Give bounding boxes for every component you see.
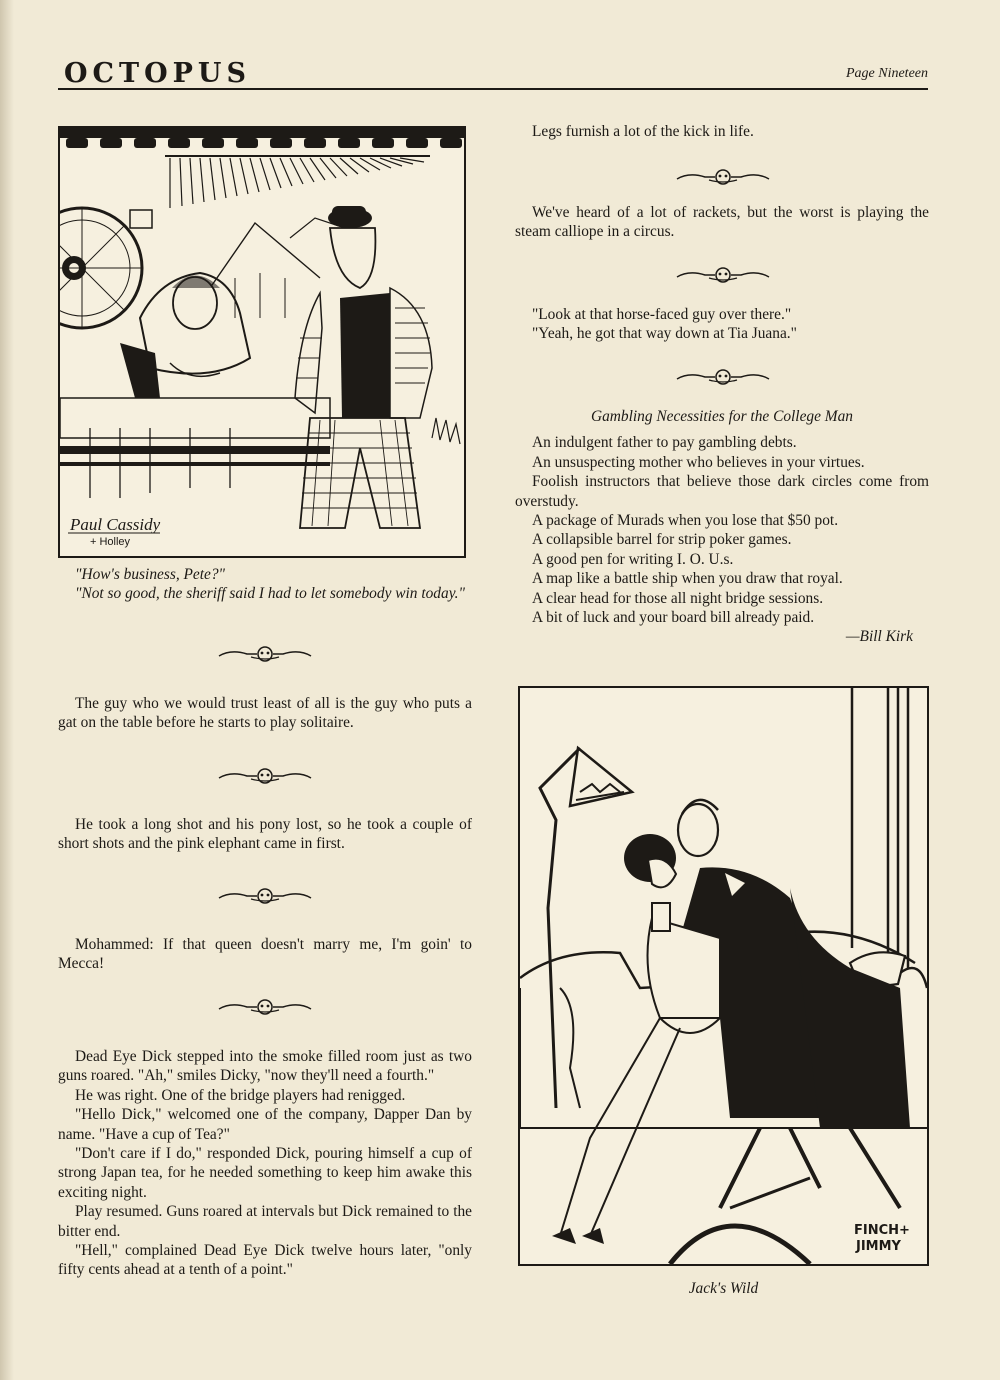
gambling-item: An indulgent father to pay gambling debts. [532, 434, 797, 452]
page-number-label: Page Nineteen [845, 66, 928, 81]
story-paragraph: He was right. One of the bridge players had renigged. [75, 1086, 406, 1104]
gambling-necessities [515, 407, 929, 647]
gambling-item: A collapsible barrel for strip poker games. [532, 531, 792, 549]
page-edge-shadow [0, 0, 14, 1380]
ornament-divider-icon [217, 998, 313, 1016]
caption-question: "How's business, Pete?" [75, 566, 226, 583]
ornament-divider-icon [675, 368, 771, 386]
jacks-wild-caption: Jack's Wild [688, 1280, 759, 1297]
joke-pony-text: He took a long shot and his pony lost, so he took a couple of short shots and the pink elephant came in first. [58, 816, 472, 853]
story-paragraph: "Hello Dick," welcomed one of the company, Dapper Dan by name. "Have a cup of Tea?" [58, 1106, 472, 1143]
cartoon2-caption [518, 1279, 929, 1298]
joke-mohammed [58, 935, 472, 974]
cartoon2-signature-coartist: JIMMY [856, 1239, 901, 1254]
joke-mohammed-text: Mohammed: If that queen doesn't marry me, I'm goin' to Mecca! [58, 936, 472, 973]
ornament-divider-icon [217, 645, 313, 663]
cartoon-signature-coartist: + Holley [90, 536, 131, 548]
story-paragraph: Dead Eye Dick stepped into the smoke filled room just as two guns roared. "Ah," smiles Dicky, "now they'll need a fourth." [58, 1048, 472, 1085]
masthead-title: OCTOPUS [64, 58, 251, 89]
gambling-item: An unsuspecting mother who believes in your virtues. [532, 453, 865, 471]
couple-kissing-illustration [520, 688, 927, 1264]
ornament-divider-icon [675, 266, 771, 284]
story-paragraph: "Don't care if I do," responded Dick, pouring himself a cup of strong Japan tea, for he needed something to keep him awake this exciting night. [58, 1145, 472, 1201]
gambling-item: Foolish instructors that believe those dark circles come from overstudy. [515, 473, 929, 510]
gambling-item: A good pen for writing I. O. U.s. [532, 550, 734, 568]
ornament-divider-icon [217, 767, 313, 785]
cartoon2-signature: FINCH+ [854, 1223, 910, 1238]
gambling-item: A package of Murads when you lose that $50 pot. [532, 512, 839, 530]
ornament-divider-icon [217, 887, 313, 905]
caption-answer: "Not so good, the sheriff said I had to let somebody win today." [75, 585, 465, 603]
joke-rackets [515, 203, 929, 242]
joke-legs [515, 122, 929, 141]
joke-horse-line2: "Yeah, he got that way down at Tia Juana." [532, 325, 797, 343]
dead-eye-dick-story [58, 1047, 472, 1280]
joke-horse-faced [515, 305, 929, 344]
story-paragraph: "Hell," complained Dead Eye Dick twelve hours later, "only fifty cents ahead at a tenth of a point." [58, 1242, 472, 1279]
joke-legs-text: Legs furnish a lot of the kick in life. [532, 123, 754, 140]
joke-horse-line1: "Look at that horse-faced guy over there." [532, 306, 792, 323]
cartoon-jacks-wild-panel [518, 686, 929, 1266]
cartoon-fairground-panel [58, 126, 466, 558]
gambling-title: Gambling Necessities for the College Man [590, 408, 854, 425]
joke-rackets-text: We've heard of a lot of rackets, but the worst is playing the steam calliope in a circus. [515, 204, 929, 241]
ornament-divider-icon [675, 168, 771, 186]
gambling-item: A clear head for those all night bridge sessions. [532, 589, 824, 607]
gambling-item: A map like a battle ship when you draw that royal. [532, 570, 843, 588]
story-paragraph: Play resumed. Guns roared at intervals but Dick remained to the bitter end. [58, 1203, 472, 1240]
gambling-author: —Bill Kirk [845, 628, 913, 646]
gambling-item: A bit of luck and your board bill already paid. [532, 609, 815, 627]
cartoon-caption [58, 565, 472, 604]
page-header [58, 58, 928, 90]
cartoon-signature: Paul Cassidy [70, 515, 161, 534]
joke-gat-text: The guy who we would trust least of all is the guy who puts a gat on the table before he starts to play solitaire. [58, 695, 472, 732]
joke-pony [58, 815, 472, 854]
fairground-booth-illustration [60, 128, 464, 556]
joke-gat [58, 694, 472, 733]
